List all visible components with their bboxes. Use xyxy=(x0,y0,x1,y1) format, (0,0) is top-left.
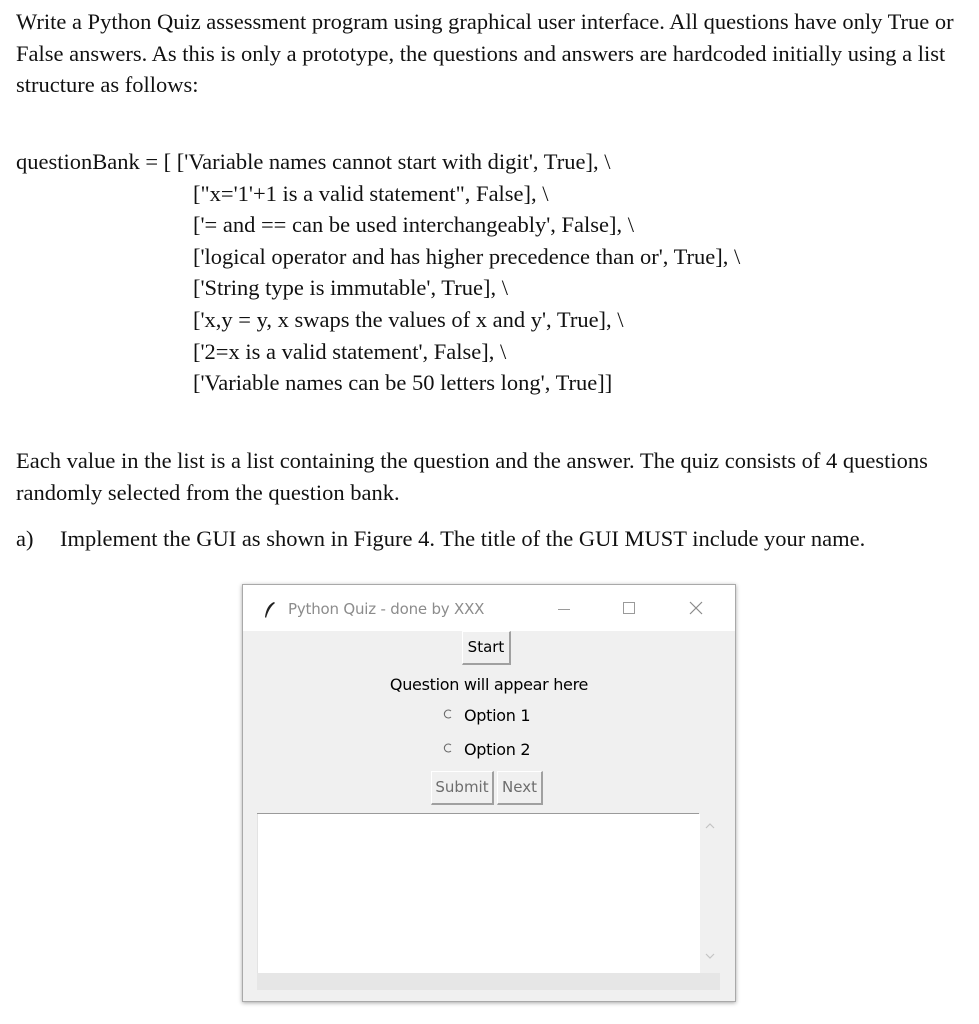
minimize-icon xyxy=(558,609,570,610)
radio-circle-icon xyxy=(443,709,453,719)
next-button[interactable]: Next xyxy=(497,771,543,805)
scroll-up-icon[interactable] xyxy=(704,822,716,830)
task-label: a) xyxy=(16,526,34,551)
question-bank-code xyxy=(16,146,740,399)
code-line: ["x='1'+1 is a valid statement", False], \ xyxy=(193,180,549,206)
radio-circle-icon xyxy=(443,743,453,753)
window-titlebar[interactable] xyxy=(243,585,735,631)
submit-button[interactable]: Submit xyxy=(431,771,494,805)
feather-icon xyxy=(263,601,277,619)
question-label: Question will appear here xyxy=(389,675,589,694)
description-paragraph: Each value in the list is a list containing the question and the answer. The quiz consists of 4 questions randomly selected from the question bank. xyxy=(16,448,928,505)
close-button[interactable] xyxy=(681,595,711,621)
window-title: Python Quiz - done by XXX xyxy=(288,600,485,618)
code-line: questionBank = [ ['Variable names cannot start with digit', True], \ xyxy=(16,149,611,174)
code-line: ['2=x is a valid statement', False], \ xyxy=(193,338,507,364)
maximize-button[interactable] xyxy=(613,595,643,621)
maximize-icon xyxy=(623,602,635,614)
code-line: ['Variable names can be 50 letters long', True]] xyxy=(193,370,613,396)
minimize-button[interactable] xyxy=(549,595,579,621)
option-1-label: Option 1 xyxy=(464,706,531,725)
scroll-down-icon[interactable] xyxy=(704,952,716,960)
code-line: ['= and == can be used interchangeably', False], \ xyxy=(193,212,635,238)
code-line: ['x,y = y, x swaps the values of x and y', True], \ xyxy=(193,306,624,332)
close-icon xyxy=(689,601,703,615)
quiz-window xyxy=(242,584,736,1002)
option-2-label: Option 2 xyxy=(464,740,531,759)
intro-paragraph: Write a Python Quiz assessment program using graphical user interface. All questions have only True or False answers. As this is only a prototype, the questions and answers are hardcoded initially using a list structure as follows: xyxy=(16,9,954,97)
task-item-a xyxy=(16,523,865,555)
start-button[interactable]: Start xyxy=(462,631,511,665)
horizontal-scrollbar[interactable] xyxy=(257,973,720,990)
task-text: Implement the GUI as shown in Figure 4. The title of the GUI MUST include your name. xyxy=(60,526,866,551)
vertical-scrollbar[interactable] xyxy=(700,814,720,973)
result-text-area[interactable] xyxy=(257,814,700,973)
code-line: ['String type is immutable', True], \ xyxy=(193,275,508,301)
code-line: ['logical operator and has higher precedence than or', True], \ xyxy=(193,243,741,269)
